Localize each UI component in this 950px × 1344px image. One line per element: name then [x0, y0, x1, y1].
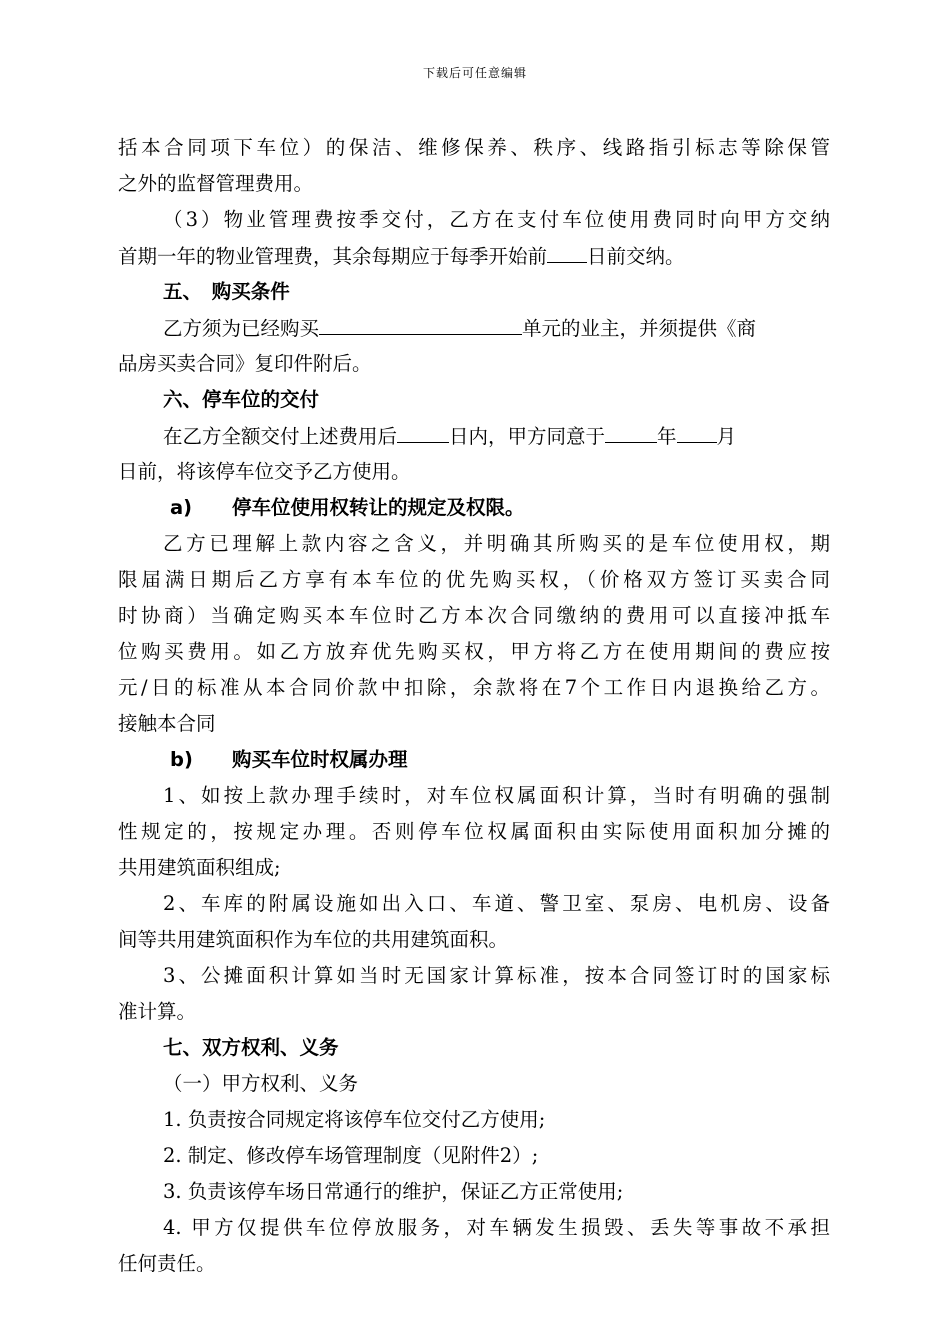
- paragraph-line: 接触本合同: [118, 712, 216, 735]
- paragraph-line: 乙方已理解上款内容之含义，并明确其所购买的是车位使用权，期: [163, 532, 830, 555]
- paragraph-line: 元/日的标准从本合同价款中扣除，余款将在7个工作日内退换给乙方。: [118, 676, 830, 699]
- page-header: 下载后可任意编辑: [422, 66, 527, 80]
- paragraph-line: 2、车库的附属设施如出入口、车道、警卫室、泵房、电机房、设备: [163, 892, 830, 915]
- paragraph-line: 时协商）当确定购买本车位时乙方本次合同缴纳的费用可以直接冲抵车: [118, 604, 830, 627]
- list-item: 4. 甲方仅提供车位停放服务，对车辆发生损毁、丢失等事故不承担: [163, 1216, 830, 1239]
- paragraph-line: 准计算。: [118, 1000, 197, 1023]
- paragraph-line: 日前，将该停车位交予乙方使用。: [118, 460, 411, 483]
- subsection-title: 购买车位时权属办理: [232, 748, 408, 771]
- fill-blank[interactable]: [605, 422, 657, 443]
- fill-blank[interactable]: [547, 242, 587, 263]
- subsection-tag: b): [170, 748, 193, 771]
- subsection-heading-a: [170, 494, 525, 522]
- paragraph-line: 性规定的，按规定办理。否则停车位权属面积由实际使用面积加分摊的: [118, 820, 830, 843]
- subsection-heading-b: [170, 746, 408, 774]
- list-item: 1. 负责按合同规定将该停车位交付乙方使用;: [163, 1108, 546, 1131]
- paragraph-line: 限届满日期后乙方享有本车位的优先购买权，（价格双方签订买卖合同: [118, 568, 830, 591]
- text-segment: 乙方须为已经购买: [163, 317, 320, 340]
- subsection-title: 停车位使用权转让的规定及权限。: [232, 496, 525, 519]
- paragraph-line: 括本合同项下车位）的保洁、维修保养、秩序、线路指引标志等除保管: [118, 136, 830, 159]
- paragraph-line: （3）物业管理费按季交付，乙方在支付车位使用费同时向甲方交纳: [163, 208, 830, 231]
- list-item: 2. 制定、修改停车场管理制度（见附件2）;: [163, 1144, 539, 1167]
- paragraph-line: [163, 422, 736, 451]
- fill-blank[interactable]: [677, 422, 717, 443]
- subsection-tag: a): [170, 496, 193, 519]
- text-segment: 月: [716, 425, 737, 448]
- paragraph-line: 之外的监督管理费用。: [118, 172, 314, 195]
- text-segment: 单元的业主，并须提供《商: [522, 317, 757, 340]
- text-segment: 首期一年的物业管理费，其余每期应于每季开始前: [118, 245, 548, 268]
- list-item: 3. 负责该停车场日常通行的维护，保证乙方正常使用;: [163, 1180, 624, 1203]
- fill-blank[interactable]: [319, 314, 522, 335]
- paragraph-line: 3、公摊面积计算如当时无国家计算标准，按本合同签订时的国家标: [163, 964, 830, 987]
- section-heading-7: 七、双方权利、义务: [163, 1036, 339, 1059]
- subsection-heading: （一）甲方权利、义务: [163, 1072, 359, 1095]
- paragraph-line: [163, 314, 756, 343]
- section-heading-5: 五、 购买条件: [163, 280, 290, 303]
- text-segment: 年: [657, 425, 677, 448]
- paragraph-line: 间等共用建筑面积作为车位的共用建筑面积。: [118, 928, 509, 951]
- text-segment: 日前交纳。: [587, 245, 685, 268]
- text-segment: 日内，甲方同意于: [449, 425, 606, 448]
- section-heading-6: 六、停车位的交付: [163, 388, 320, 411]
- text-segment: 在乙方全额交付上述费用后: [163, 425, 398, 448]
- paragraph-line: 位购买费用。如乙方放弃优先购买权，甲方将乙方在使用期间的费应按: [118, 640, 830, 663]
- paragraph-line: 1、如按上款办理手续时，对车位权属面积计算，当时有明确的强制: [163, 784, 830, 807]
- fill-blank[interactable]: [397, 422, 449, 443]
- paragraph-line: 品房买卖合同》复印件附后。: [118, 352, 372, 375]
- paragraph-line: [118, 242, 685, 271]
- paragraph-line: 共用建筑面积组成;: [118, 856, 281, 879]
- paragraph-line: 任何责任。: [118, 1252, 216, 1275]
